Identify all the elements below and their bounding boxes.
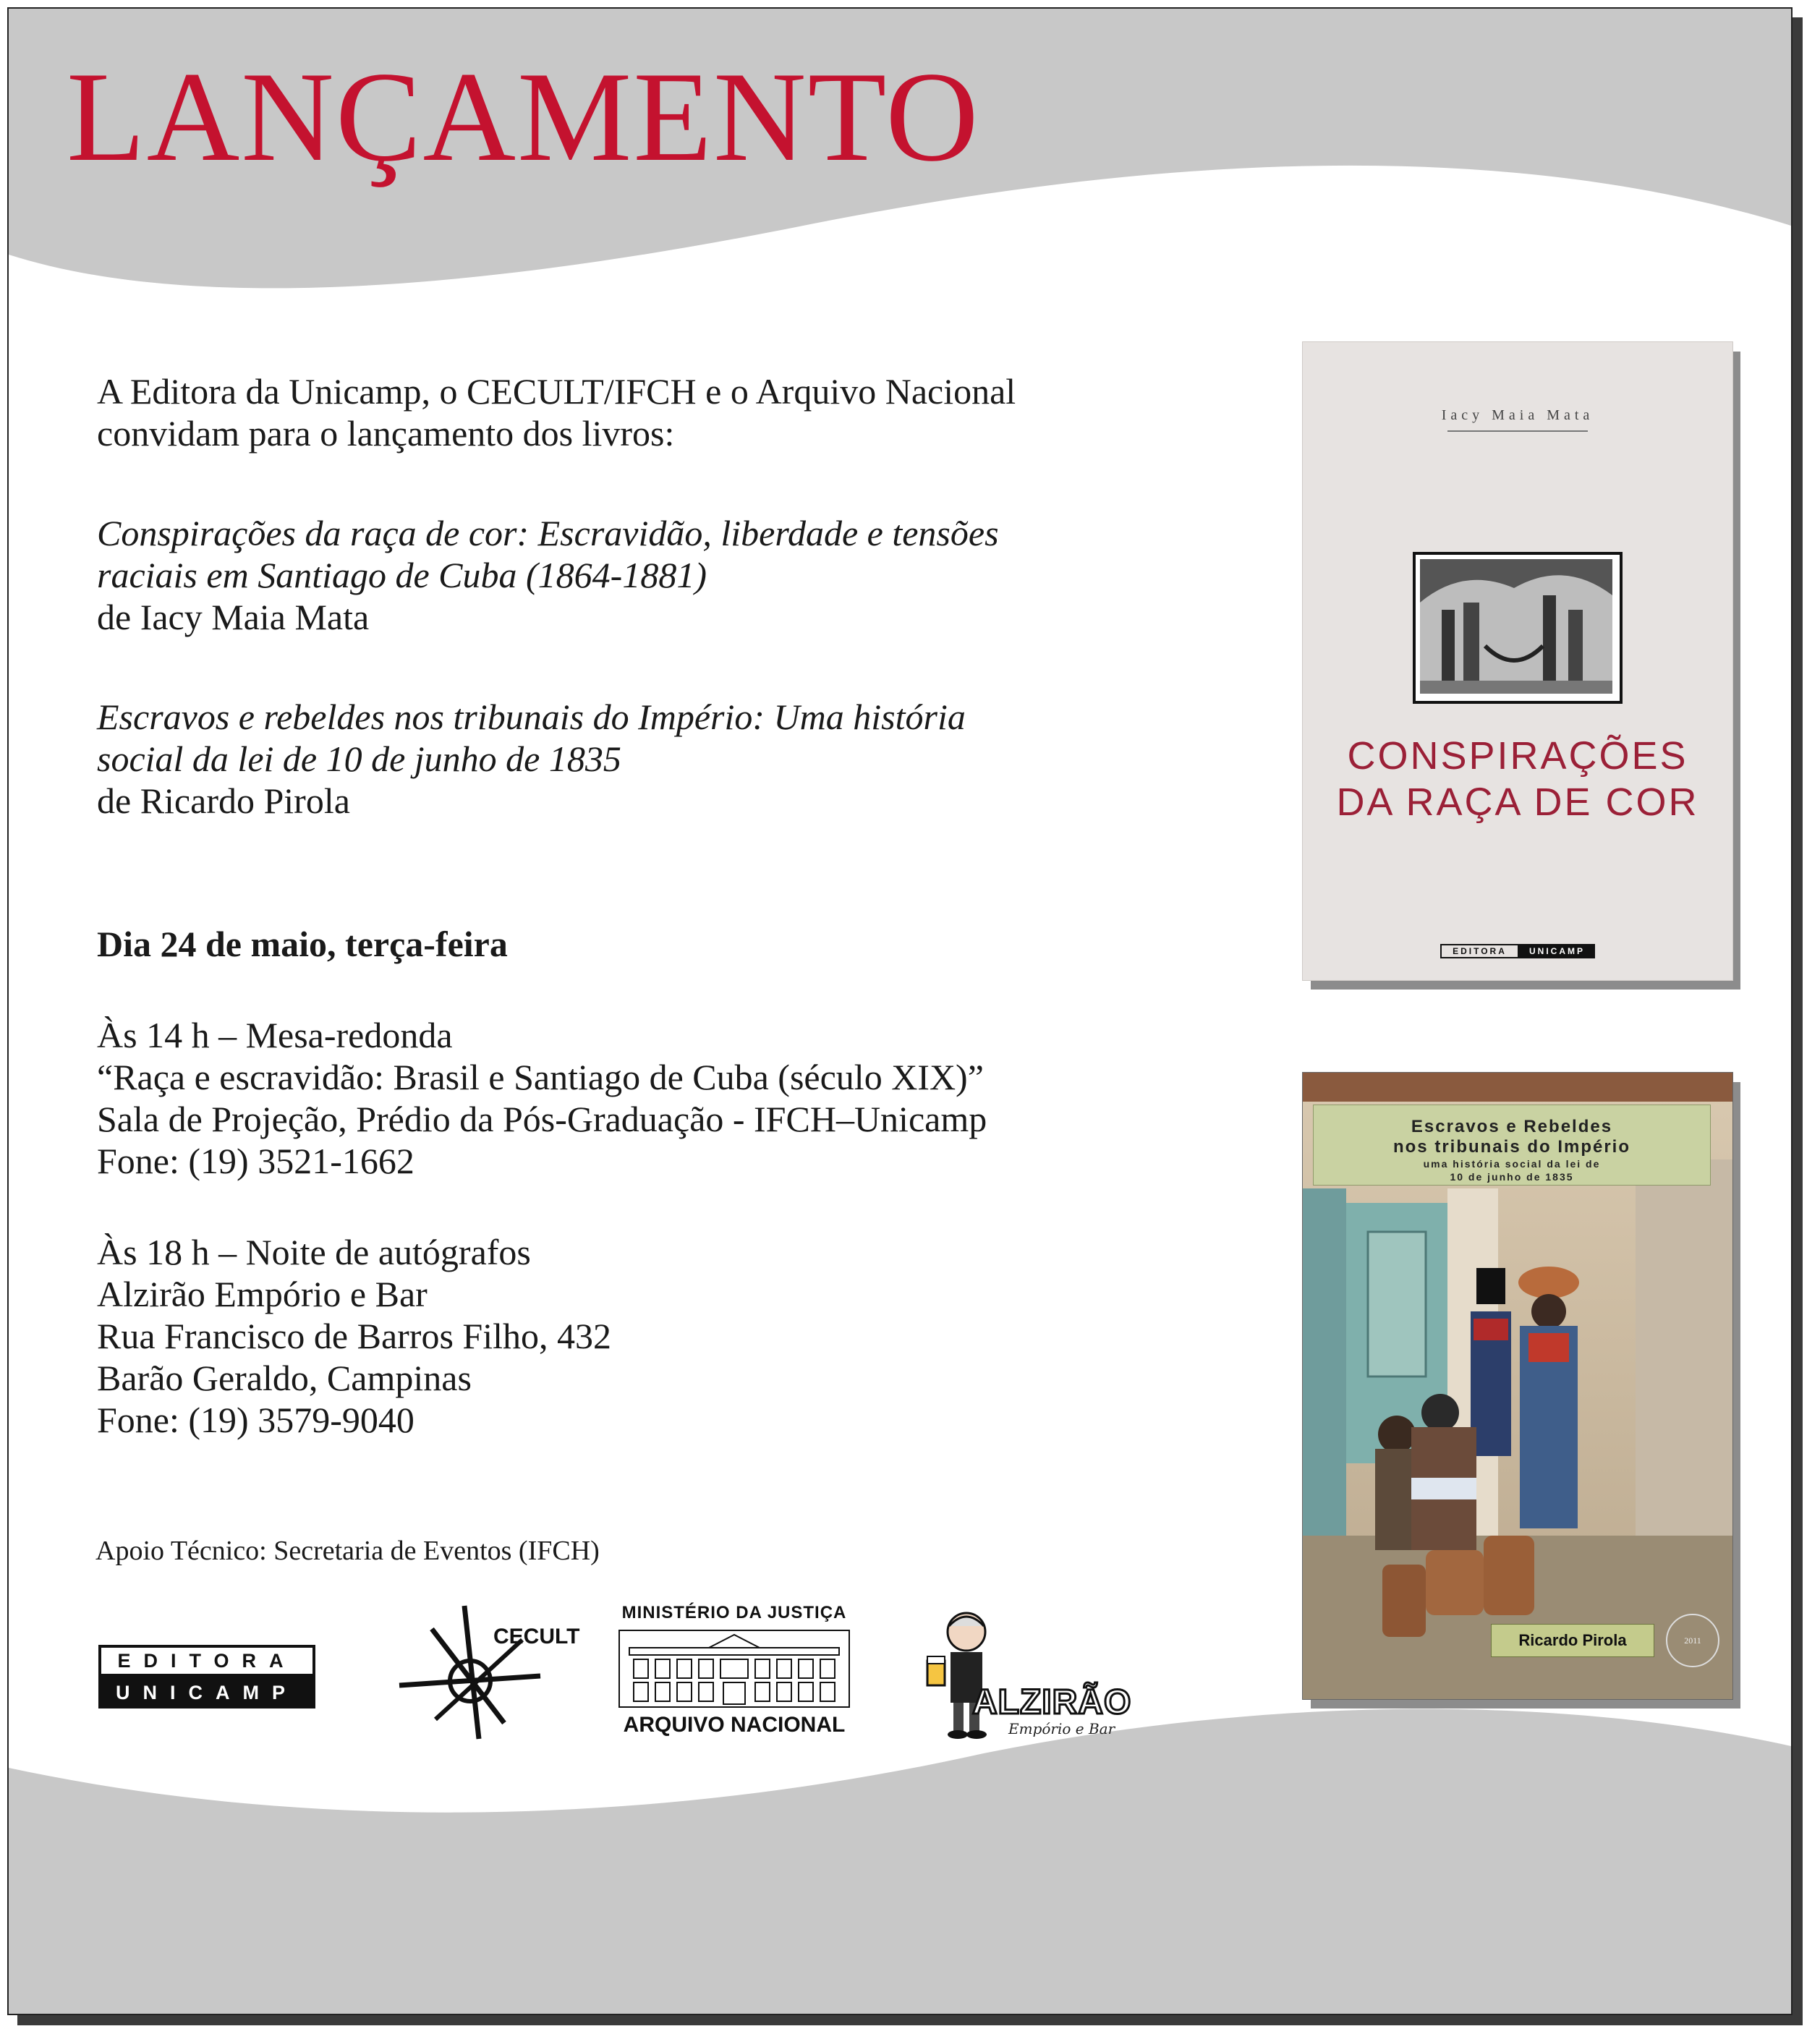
cecult-logo-text: CECULT: [493, 1625, 580, 1648]
editora-logo-top: EDITORA: [98, 1645, 315, 1677]
cover-conspiracoes: [1302, 341, 1733, 981]
event2-line-5: Fone: (19) 3579-9040: [97, 1400, 414, 1440]
alzirao-text: ALZIRÃO: [972, 1683, 1132, 1722]
event2-line-3: Rua Francisco de Barros Filho, 432: [97, 1316, 612, 1356]
cover2-subtitle-line-2: 10 de junho de 1835: [1450, 1171, 1574, 1183]
cover1-publisher-a: EDITORA: [1440, 944, 1519, 958]
book2-title-line-1: Escravos e rebeldes nos tribunais do Império: Uma história: [97, 697, 966, 737]
intro-line-2: convidam para o lançamento dos livros:: [97, 413, 675, 454]
arquivo-text: ARQUIVO NACIONAL: [623, 1713, 846, 1737]
event2-line-2: Alzirão Empório e Bar: [97, 1274, 428, 1314]
cover1-title-line-2: DA RAÇA DE COR: [1336, 780, 1699, 824]
cover-escravos-rebeldes: [1302, 1072, 1733, 1700]
cover2-title-line-2: nos tribunais do Império: [1392, 1137, 1631, 1157]
engraving-illustration: [1420, 559, 1612, 694]
cover2-subtitle-line-1: uma história social da lei de: [1423, 1158, 1601, 1170]
cover1-author: Iacy Maia Mata: [1441, 407, 1594, 423]
book1-author: de Iacy Maia Mata: [97, 597, 370, 637]
page-title: LANÇAMENTO: [67, 45, 980, 188]
cover1-author-rule: [1447, 430, 1588, 432]
cover1-publisher-logo: [1440, 944, 1595, 958]
ministerio-text: MINISTÉRIO DA JUSTIÇA: [621, 1603, 847, 1622]
cover2-author: Ricardo Pirola: [1491, 1624, 1654, 1657]
cecult-mark-icon: [385, 1600, 580, 1745]
cover1-publisher-b: UNICAMP: [1519, 944, 1595, 958]
event2-line-1: Às 18 h – Noite de autógrafos: [97, 1232, 531, 1272]
cover1-title: [1303, 733, 1732, 825]
flyer-page: [7, 7, 1793, 2015]
editora-unicamp-logo: [98, 1645, 315, 1709]
cover1-engraving: [1413, 552, 1623, 704]
cover2-title-line-1: Escravos e Rebeldes: [1411, 1117, 1613, 1136]
cecult-logo: [385, 1600, 580, 1745]
cover1-title-line-1: CONSPIRAÇÕES: [1347, 734, 1688, 778]
intro-line-1: A Editora da Unicamp, o CECULT/IFCH e o Arquivo Nacional: [97, 371, 1016, 412]
bottom-wave-band: [9, 1703, 1791, 2014]
book2-title-line-2: social da lei de 10 de junho de 1835: [97, 739, 621, 779]
editora-logo-bottom: UNICAMP: [98, 1677, 315, 1709]
book1-title-line-2: raciais em Santiago de Cuba (1864-1881): [97, 555, 707, 595]
alzirao-subtitle: Empório e Bar: [1008, 1720, 1115, 1737]
book2-author: de Ricardo Pirola: [97, 780, 350, 821]
main-text: [97, 370, 1211, 1441]
arquivo-nacional-logo: [615, 1603, 854, 1737]
support-credit: Apoio Técnico: Secretaria de Eventos (IFCH): [95, 1536, 600, 1566]
event1-line-2: “Raça e escravidão: Brasil e Santiago de Cuba (século XIX)”: [97, 1057, 984, 1097]
alzirao-logo: [922, 1604, 1131, 1742]
event1-line-4: Fone: (19) 3521-1662: [97, 1141, 414, 1181]
event1-line-3: Sala de Projeção, Prédio da Pós-Graduação - IFCH–Unicamp: [97, 1099, 987, 1139]
cover2-award-seal: 2011: [1666, 1614, 1719, 1667]
book1-title-line-1: Conspirações da raça de cor: Escravidão, liberdade e tensões: [97, 513, 999, 553]
event-date: Dia 24 de maio, terça-feira: [97, 924, 508, 964]
building-icon: [615, 1623, 854, 1710]
event1-line-1: Às 14 h – Mesa-redonda: [97, 1015, 453, 1055]
cover2-title-label: [1313, 1105, 1711, 1186]
event2-line-4: Barão Geraldo, Campinas: [97, 1358, 472, 1398]
